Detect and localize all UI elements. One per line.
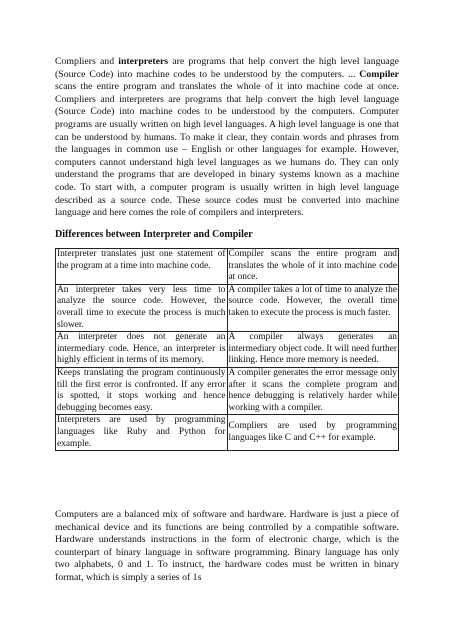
- interpreter-cell: Interpreters are used by programming languages like Ruby and Python for example.: [56, 415, 228, 451]
- compiler-cell: Compliers are used by programming languages like C and C++ for example.: [227, 415, 399, 451]
- table-row: [56, 249, 399, 285]
- intro-paragraph: [55, 56, 399, 220]
- intro-text-3: scans the entire program and translates the whole of it into machine code at once. Compliers and interpreters are programs that help convert the high level language (Source Code) into machine codes to be understood by the computers. Computer programs are usually written on high level languages. A high level language is one that can be understood by humans. To make it clear, they contain words and phrases from the languages in common use – English or other languages for example. However, computers cannot understand high level languages as we humans do. They can only understand the programs that are developed in binary systems known as a machine code. To start with, a computer program is usually written in high level language described as a source code. These source codes must be converted into machine language and here comes the role of compilers and interpreters.: [55, 81, 399, 219]
- interpreter-cell: An interpreter does not generate an intermediary code. Hence, an interpreter is highly efficient in terms of its memory.: [56, 332, 228, 368]
- interpreter-cell: Interpreter translates just one statement of the program at a time into machine code.: [56, 249, 228, 285]
- section-heading: Differences between Interpreter and Compiler: [55, 229, 253, 240]
- intro-text-1: Compliers and: [55, 56, 119, 67]
- compiler-cell: A compiler always generates an intermediary object code. It will need further linking. Hence more memory is needed.: [227, 332, 399, 368]
- table-row: [56, 332, 399, 368]
- compiler-cell: A compiler takes a lot of time to analyze the source code. However, the overall time taken to execute the process is much faster.: [227, 284, 399, 331]
- interpreters-bold: interpreters: [118, 56, 169, 67]
- intro-text-2: are programs that help convert the high level language (Source Code) into machine codes to be understood by the computers. ...: [55, 56, 399, 80]
- compiler-bold: Compiler: [359, 68, 399, 80]
- compiler-cell: A compiler generates the error message only after it scans the complete program and hence debugging is relatively harder while working with a compiler.: [227, 367, 399, 414]
- compiler-cell: Compiler scans the entire program and translates the whole of it into machine code at once.: [227, 249, 399, 285]
- table-row: [56, 415, 399, 451]
- table-row: [56, 367, 399, 414]
- table-row: [56, 284, 399, 331]
- interpreter-cell: An interpreter takes very less time to analyze the source code. However, the overall time to execute the process is much slower.: [56, 284, 228, 331]
- comparison-table: [55, 248, 399, 451]
- interpreter-cell: Keeps translating the program continuously till the first error is confronted. If any error is spotted, it stops working and hence debugging becomes easy.: [56, 367, 228, 414]
- closing-paragraph: Computers are a balanced mix of software and hardware. Hardware is just a piece of mechanical device and its functions are being controlled by a compatible software. Hardware understands instructions in the form of electronic charge, which is the counterpart of binary language in software programming. Binary language has only two alphabets, 0 and 1. To instruct, the hardware codes must be written in binary format, which is simply a series of 1s: [55, 509, 399, 583]
